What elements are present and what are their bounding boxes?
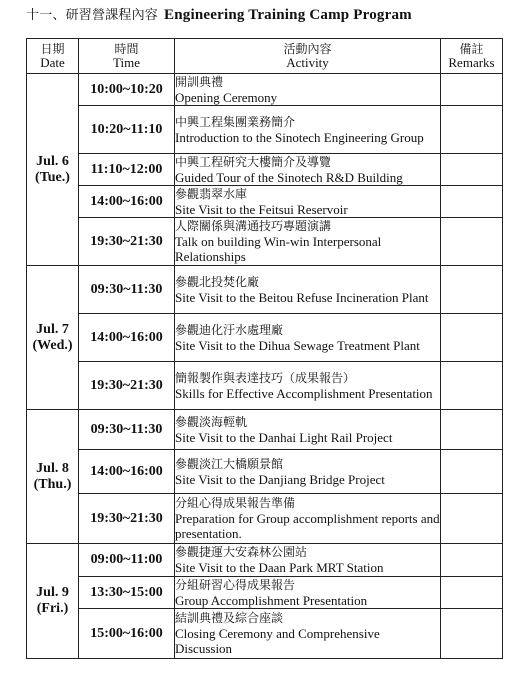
header-date: 日期 Date: [27, 39, 79, 74]
program-table: [26, 38, 503, 659]
time-cell: 11:10~12:00: [79, 154, 175, 186]
table-row: [27, 410, 503, 450]
remarks-cell: [441, 218, 503, 266]
time-cell: 14:00~16:00: [79, 186, 175, 218]
table-row: [27, 154, 503, 186]
date-cell: Jul. 7 (Wed.): [27, 266, 79, 410]
remarks-cell: [441, 154, 503, 186]
table-row: [27, 314, 503, 362]
date-cell: Jul. 8 (Thu.): [27, 410, 79, 544]
activity-cell: 結訓典禮及綜合座談 Closing Ceremony and Comprehensive Discussion: [175, 609, 441, 659]
activity-cell: 開訓典禮 Opening Ceremony: [175, 74, 441, 106]
page-title: [26, 4, 412, 24]
activity-cell: 中興工程集團業務簡介 Introduction to the Sinotech Engineering Group: [175, 106, 441, 154]
remarks-cell: [441, 450, 503, 494]
table-row: [27, 266, 503, 314]
table-row: [27, 450, 503, 494]
time-cell: 09:00~11:00: [79, 544, 175, 577]
activity-cell: 參觀翡翠水庫 Site Visit to the Feitsui Reservoir: [175, 186, 441, 218]
time-cell: 10:20~11:10: [79, 106, 175, 154]
header-row: [27, 39, 503, 74]
activity-cell: 參觀淡江大橋願景館 Site Visit to the Danjiang Bridge Project: [175, 450, 441, 494]
remarks-cell: [441, 494, 503, 544]
date-cell: Jul. 9 (Fri.): [27, 544, 79, 659]
header-activity: 活動內容 Activity: [175, 39, 441, 74]
activity-cell: 參觀北投焚化廠 Site Visit to the Beitou Refuse Incineration Plant: [175, 266, 441, 314]
time-cell: 15:00~16:00: [79, 609, 175, 659]
time-cell: 19:30~21:30: [79, 218, 175, 266]
header-time: 時間 Time: [79, 39, 175, 74]
remarks-cell: [441, 186, 503, 218]
table-row: [27, 544, 503, 577]
activity-cell: 參觀捷運大安森林公園站 Site Visit to the Daan Park MRT Station: [175, 544, 441, 577]
time-cell: 14:00~16:00: [79, 314, 175, 362]
remarks-cell: [441, 410, 503, 450]
remarks-cell: [441, 314, 503, 362]
time-cell: 13:30~15:00: [79, 577, 175, 609]
table-row: [27, 186, 503, 218]
activity-cell: 人際關係與溝通技巧專題演講 Talk on building Win-win Interpersonal Relationships: [175, 218, 441, 266]
table-row: [27, 494, 503, 544]
remarks-cell: [441, 609, 503, 659]
table-row: [27, 74, 503, 106]
table-row: [27, 106, 503, 154]
activity-cell: 簡報製作與表達技巧（成果報告） Skills for Effective Accomplishment Presentation: [175, 362, 441, 410]
activity-cell: 中興工程研究大樓簡介及導覽 Guided Tour of the Sinotech R&D Building: [175, 154, 441, 186]
date-cell: Jul. 6 (Tue.): [27, 74, 79, 266]
time-cell: 10:00~10:20: [79, 74, 175, 106]
remarks-cell: [441, 544, 503, 577]
table-row: [27, 577, 503, 609]
remarks-cell: [441, 362, 503, 410]
time-cell: 09:30~11:30: [79, 410, 175, 450]
activity-cell: 分組研習心得成果報告 Group Accomplishment Presentation: [175, 577, 441, 609]
remarks-cell: [441, 266, 503, 314]
activity-cell: 參觀淡海輕軌 Site Visit to the Danhai Light Rail Project: [175, 410, 441, 450]
time-cell: 19:30~21:30: [79, 362, 175, 410]
remarks-cell: [441, 74, 503, 106]
table-row: [27, 218, 503, 266]
time-cell: 14:00~16:00: [79, 450, 175, 494]
header-remarks: 備註 Remarks: [441, 39, 503, 74]
table-row: [27, 362, 503, 410]
title-english: Engineering Training Camp Program: [164, 7, 412, 23]
time-cell: 19:30~21:30: [79, 494, 175, 544]
activity-cell: 參觀迪化汙水處理廠 Site Visit to the Dihua Sewage Treatment Plant: [175, 314, 441, 362]
title-chinese: 十一、研習營課程內容: [26, 8, 159, 23]
remarks-cell: [441, 577, 503, 609]
time-cell: 09:30~11:30: [79, 266, 175, 314]
activity-cell: 分組心得成果報告準備 Preparation for Group accomplishment reports and presentation.: [175, 494, 441, 544]
table-row: [27, 609, 503, 659]
remarks-cell: [441, 106, 503, 154]
